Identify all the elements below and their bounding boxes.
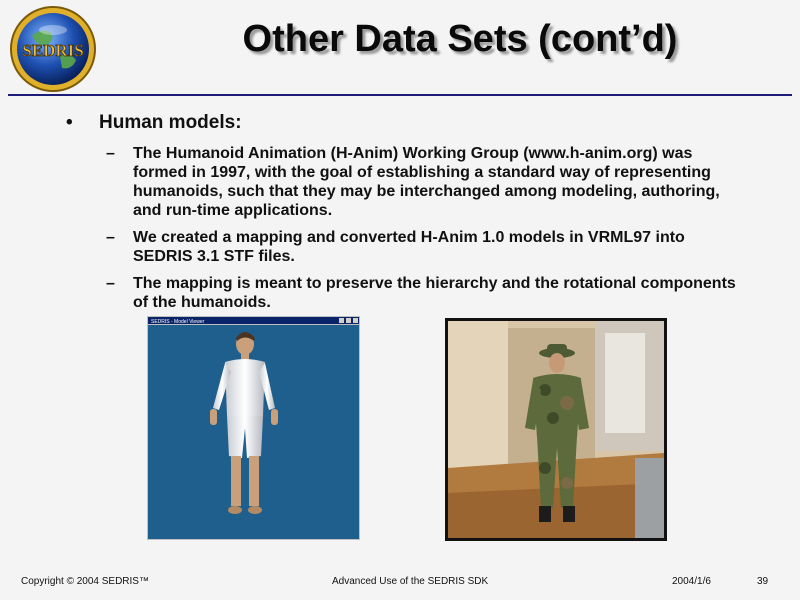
- title-rule: [8, 94, 792, 96]
- sub-item: [106, 228, 746, 266]
- model-viewer-image: [147, 316, 360, 540]
- viewer-window-title: SEDRIS - Model Viewer: [151, 319, 205, 325]
- soldier-model-image: [445, 318, 667, 541]
- slide-content: [66, 112, 746, 320]
- dash-mark: –: [106, 145, 115, 162]
- footer-presentation-title: Advanced Use of the SEDRIS SDK: [332, 576, 489, 587]
- footer-page-number: 39: [757, 576, 769, 587]
- bullet-text: Human models:: [99, 112, 242, 133]
- footer-date: 2004/1/6: [672, 576, 711, 587]
- dash-mark: –: [106, 229, 115, 246]
- bullet-human-models: [66, 112, 746, 134]
- logo-text: SEDRIS: [22, 41, 84, 60]
- slide-title: Other Data Sets (cont’d): [242, 18, 678, 60]
- dash-mark: –: [106, 275, 115, 292]
- sub-item: [106, 274, 746, 312]
- maximize-icon: [346, 318, 351, 323]
- footer-copyright: Copyright © 2004 SEDRIS™: [21, 576, 149, 587]
- bullet-dot: •: [66, 112, 73, 133]
- minimize-icon: [339, 318, 344, 323]
- close-icon: [353, 318, 358, 323]
- sub-item-text: The mapping is meant to preserve the hierarchy and the rotational components of the humanoids.: [133, 275, 736, 311]
- sub-item-text: We created a mapping and converted H-Anim 1.0 models in VRML97 into SEDRIS 3.1 STF files.: [133, 229, 685, 265]
- sub-item: [106, 144, 746, 220]
- sedris-logo: [10, 6, 96, 92]
- sub-item-text: The Humanoid Animation (H-Anim) Working Group (www.h-anim.org) was formed in 1997, with the goal of establishing a standard way of representing humanoids, such that they may be interchanged among modeling, authoring, and run-time applications.: [133, 145, 720, 219]
